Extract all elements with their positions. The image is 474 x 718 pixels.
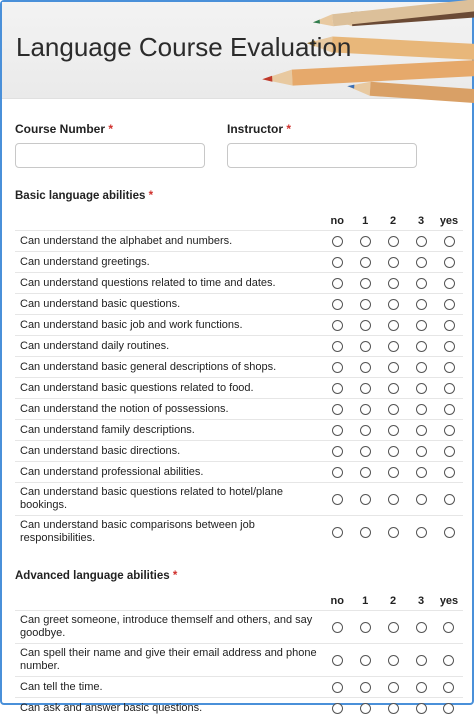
radio-option[interactable] [360, 341, 371, 352]
option-cell [323, 441, 351, 462]
radio-option[interactable] [416, 320, 427, 331]
radio-option[interactable] [388, 494, 399, 505]
radio-option[interactable] [388, 703, 399, 714]
radio-option[interactable] [388, 362, 399, 373]
radio-option[interactable] [332, 404, 343, 415]
option-cell [407, 294, 435, 315]
matrix-row [15, 611, 463, 644]
radio-option[interactable] [416, 341, 427, 352]
radio-option[interactable] [388, 341, 399, 352]
matrix-corner [15, 212, 323, 231]
column-header: yes [435, 212, 463, 231]
question-label: Can understand basic questions related to hotel/plane bookings. [15, 483, 323, 516]
radio-option[interactable] [443, 703, 454, 714]
radio-option[interactable] [388, 467, 399, 478]
radio-option[interactable] [332, 362, 343, 373]
question-label: Can understand family descriptions. [15, 420, 323, 441]
radio-option[interactable] [388, 383, 399, 394]
option-cell [323, 611, 351, 644]
matrix-row [15, 483, 463, 516]
option-cell [323, 231, 351, 252]
option-cell [323, 357, 351, 378]
option-cell [407, 273, 435, 294]
option-cell [407, 441, 435, 462]
radio-option[interactable] [443, 622, 454, 633]
option-cell [351, 441, 379, 462]
option-cell [407, 420, 435, 441]
section-title: Advanced language abilities * [15, 570, 459, 582]
question-label: Can greet someone, introduce themself and others, and say goodbye. [15, 611, 323, 644]
column-header: 1 [351, 592, 379, 611]
radio-option[interactable] [332, 278, 343, 289]
radio-option[interactable] [416, 362, 427, 373]
option-cell [379, 698, 407, 718]
option-cell [407, 231, 435, 252]
matrix-row [15, 294, 463, 315]
option-cell [379, 273, 407, 294]
option-cell [323, 252, 351, 273]
column-header: 2 [379, 592, 407, 611]
option-cell [379, 441, 407, 462]
option-cell [407, 252, 435, 273]
option-cell [435, 399, 463, 420]
option-cell [351, 336, 379, 357]
column-header: 1 [351, 212, 379, 231]
radio-option[interactable] [444, 494, 455, 505]
radio-option[interactable] [360, 655, 371, 666]
option-cell [407, 644, 435, 677]
option-cell [323, 399, 351, 420]
column-header: 3 [407, 212, 435, 231]
radio-option[interactable] [443, 682, 454, 693]
option-cell [323, 315, 351, 336]
option-cell [379, 315, 407, 336]
radio-option[interactable] [332, 257, 343, 268]
option-cell [407, 698, 435, 718]
radio-option[interactable] [416, 467, 427, 478]
radio-option[interactable] [416, 425, 427, 436]
radio-option[interactable] [360, 467, 371, 478]
option-cell [407, 483, 435, 516]
option-cell [323, 483, 351, 516]
option-cell [323, 294, 351, 315]
radio-option[interactable] [332, 527, 343, 538]
option-cell [435, 516, 463, 549]
option-cell [435, 378, 463, 399]
question-label: Can understand basic comparisons between job responsibilities. [15, 516, 323, 549]
option-cell [379, 294, 407, 315]
option-cell [435, 420, 463, 441]
option-cell [379, 252, 407, 273]
question-label: Can understand basic general descriptions of shops. [15, 357, 323, 378]
radio-option[interactable] [388, 257, 399, 268]
course-number-input[interactable] [15, 143, 205, 168]
instructor-field [227, 122, 417, 168]
radio-option[interactable] [332, 622, 343, 633]
radio-option[interactable] [360, 494, 371, 505]
option-cell [351, 231, 379, 252]
rating-matrix [15, 212, 463, 548]
matrix-section [15, 570, 459, 718]
option-cell [379, 677, 407, 698]
radio-option[interactable] [332, 467, 343, 478]
option-cell [407, 462, 435, 483]
option-cell [351, 294, 379, 315]
matrix-row [15, 462, 463, 483]
column-header: 3 [407, 592, 435, 611]
option-cell [351, 483, 379, 516]
radio-option[interactable] [444, 278, 455, 289]
option-cell [435, 315, 463, 336]
radio-option[interactable] [332, 425, 343, 436]
radio-option[interactable] [388, 278, 399, 289]
column-header: no [323, 212, 351, 231]
radio-option[interactable] [444, 383, 455, 394]
matrix-row [15, 420, 463, 441]
radio-option[interactable] [444, 257, 455, 268]
option-cell [351, 273, 379, 294]
option-cell [407, 516, 435, 549]
form-header [2, 2, 472, 99]
radio-option[interactable] [360, 362, 371, 373]
radio-option[interactable] [360, 404, 371, 415]
question-label: Can tell the time. [15, 677, 323, 698]
option-cell [351, 315, 379, 336]
radio-option[interactable] [416, 299, 427, 310]
rating-matrix [15, 592, 463, 718]
question-label: Can understand the notion of possessions. [15, 399, 323, 420]
option-cell [351, 399, 379, 420]
question-label: Can understand daily routines. [15, 336, 323, 357]
radio-option[interactable] [444, 362, 455, 373]
matrix-row [15, 252, 463, 273]
option-cell [407, 399, 435, 420]
course-number-label: Course Number * [15, 122, 205, 136]
radio-option[interactable] [360, 236, 371, 247]
required-marker: * [108, 122, 113, 136]
radio-option[interactable] [332, 236, 343, 247]
question-label: Can spell their name and give their email address and phone number. [15, 644, 323, 677]
option-cell [379, 611, 407, 644]
radio-option[interactable] [332, 299, 343, 310]
radio-option[interactable] [388, 425, 399, 436]
radio-option[interactable] [360, 278, 371, 289]
radio-option[interactable] [416, 446, 427, 457]
matrix-row [15, 336, 463, 357]
radio-option[interactable] [332, 446, 343, 457]
radio-option[interactable] [388, 320, 399, 331]
option-cell [379, 336, 407, 357]
matrix-row [15, 644, 463, 677]
radio-option[interactable] [444, 404, 455, 415]
option-cell [407, 336, 435, 357]
option-cell [435, 441, 463, 462]
radio-option[interactable] [416, 257, 427, 268]
option-cell [435, 677, 463, 698]
matrix-row [15, 231, 463, 252]
radio-option[interactable] [388, 236, 399, 247]
option-cell [379, 462, 407, 483]
option-cell [435, 294, 463, 315]
required-marker: * [149, 190, 153, 202]
matrix-corner [15, 592, 323, 611]
column-header: no [323, 592, 351, 611]
question-label: Can understand basic questions related to food. [15, 378, 323, 399]
option-cell [379, 399, 407, 420]
radio-option[interactable] [332, 682, 343, 693]
radio-option[interactable] [416, 682, 427, 693]
option-cell [351, 677, 379, 698]
radio-option[interactable] [416, 404, 427, 415]
option-cell [351, 420, 379, 441]
matrix-row [15, 315, 463, 336]
radio-option[interactable] [416, 527, 427, 538]
radio-option[interactable] [416, 383, 427, 394]
option-cell [323, 698, 351, 718]
option-cell [379, 516, 407, 549]
option-cell [379, 483, 407, 516]
radio-option[interactable] [444, 425, 455, 436]
option-cell [435, 231, 463, 252]
radio-option[interactable] [388, 682, 399, 693]
radio-option[interactable] [332, 703, 343, 714]
option-cell [379, 231, 407, 252]
matrix-row [15, 516, 463, 549]
option-cell [407, 378, 435, 399]
matrix-row [15, 441, 463, 462]
required-marker: * [286, 122, 291, 136]
radio-option[interactable] [416, 494, 427, 505]
option-cell [435, 273, 463, 294]
instructor-label: Instructor * [227, 122, 417, 136]
option-cell [351, 611, 379, 644]
option-cell [435, 252, 463, 273]
option-cell [323, 677, 351, 698]
radio-option[interactable] [444, 299, 455, 310]
option-cell [323, 516, 351, 549]
instructor-input[interactable] [227, 143, 417, 168]
radio-option[interactable] [388, 622, 399, 633]
radio-option[interactable] [388, 299, 399, 310]
radio-option[interactable] [444, 341, 455, 352]
radio-option[interactable] [388, 655, 399, 666]
required-marker: * [173, 570, 177, 582]
radio-option[interactable] [360, 425, 371, 436]
option-cell [435, 698, 463, 718]
radio-option[interactable] [332, 383, 343, 394]
radio-option[interactable] [332, 320, 343, 331]
matrix-row [15, 273, 463, 294]
radio-option[interactable] [360, 320, 371, 331]
radio-option[interactable] [443, 655, 454, 666]
course-number-field [15, 122, 205, 168]
radio-option[interactable] [416, 655, 427, 666]
radio-option[interactable] [360, 703, 371, 714]
radio-option[interactable] [332, 655, 343, 666]
option-cell [323, 273, 351, 294]
option-cell [351, 644, 379, 677]
radio-option[interactable] [360, 622, 371, 633]
option-cell [351, 698, 379, 718]
question-label: Can understand basic job and work functions. [15, 315, 323, 336]
question-label: Can understand basic questions. [15, 294, 323, 315]
radio-option[interactable] [416, 236, 427, 247]
question-label: Can understand questions related to time and dates. [15, 273, 323, 294]
matrix-row [15, 677, 463, 698]
option-cell [407, 315, 435, 336]
radio-option[interactable] [416, 703, 427, 714]
radio-option[interactable] [388, 527, 399, 538]
option-cell [379, 378, 407, 399]
radio-option[interactable] [360, 682, 371, 693]
option-cell [407, 677, 435, 698]
section-title: Basic language abilities * [15, 190, 459, 202]
option-cell [379, 357, 407, 378]
radio-option[interactable] [444, 446, 455, 457]
option-cell [435, 357, 463, 378]
option-cell [351, 378, 379, 399]
radio-option[interactable] [360, 527, 371, 538]
option-cell [435, 462, 463, 483]
radio-option[interactable] [444, 527, 455, 538]
radio-option[interactable] [444, 236, 455, 247]
question-label: Can understand basic directions. [15, 441, 323, 462]
option-cell [435, 336, 463, 357]
option-cell [323, 462, 351, 483]
option-cell [351, 462, 379, 483]
option-cell [435, 611, 463, 644]
option-cell [379, 420, 407, 441]
radio-option[interactable] [444, 467, 455, 478]
option-cell [323, 378, 351, 399]
radio-option[interactable] [388, 404, 399, 415]
radio-option[interactable] [360, 299, 371, 310]
option-cell [435, 644, 463, 677]
radio-option[interactable] [360, 383, 371, 394]
option-cell [379, 644, 407, 677]
radio-option[interactable] [332, 341, 343, 352]
matrix-section [15, 190, 459, 548]
form-title: Language Course Evaluation [16, 32, 351, 63]
radio-option[interactable] [416, 622, 427, 633]
radio-option[interactable] [332, 494, 343, 505]
question-label: Can ask and answer basic questions. [15, 698, 323, 718]
option-cell [407, 611, 435, 644]
question-label: Can understand the alphabet and numbers. [15, 231, 323, 252]
option-cell [435, 483, 463, 516]
matrix-row [15, 399, 463, 420]
radio-option[interactable] [360, 257, 371, 268]
question-label: Can understand professional abilities. [15, 462, 323, 483]
matrix-row [15, 378, 463, 399]
option-cell [407, 357, 435, 378]
option-cell [323, 420, 351, 441]
matrix-row [15, 698, 463, 718]
radio-option[interactable] [444, 320, 455, 331]
radio-option[interactable] [416, 278, 427, 289]
matrix-row [15, 357, 463, 378]
question-label: Can understand greetings. [15, 252, 323, 273]
option-cell [351, 516, 379, 549]
option-cell [351, 357, 379, 378]
radio-option[interactable] [360, 446, 371, 457]
option-cell [323, 336, 351, 357]
radio-option[interactable] [388, 446, 399, 457]
column-header: yes [435, 592, 463, 611]
option-cell [351, 252, 379, 273]
option-cell [323, 644, 351, 677]
column-header: 2 [379, 212, 407, 231]
